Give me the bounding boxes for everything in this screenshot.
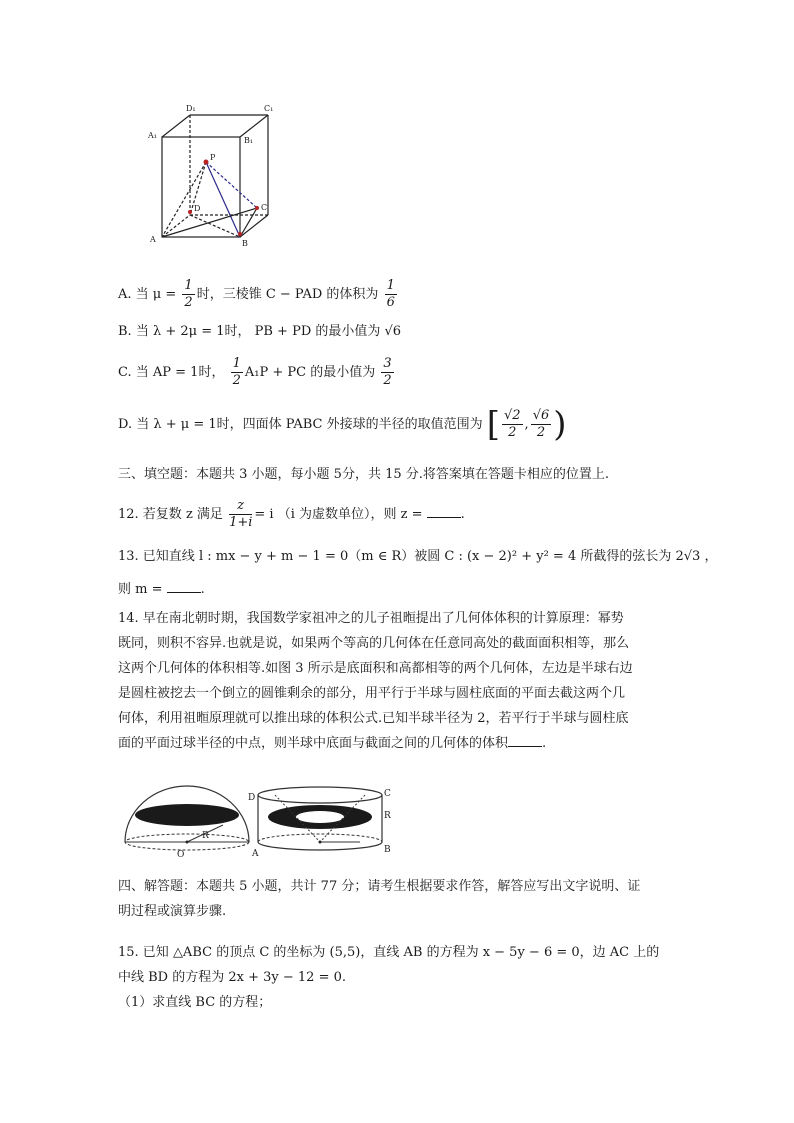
q15-line-1: 15. 已知 △ABC 的顶点 C 的坐标为 (5,5)，直线 AB 的方程为 x − 5y − 6 = 0，边 AC 上的 [118,945,660,960]
label-D: D [248,793,256,803]
fraction: $\frac{1}{2}$ [232,356,241,388]
label-R-right: R [384,811,391,821]
label-B1: B₁ [244,136,254,145]
q15-subquestion-1: （1）求直线 BC 的方程； [118,995,272,1010]
q14-line: 14. 早在南北朝时期，我国数学家祖冲之的儿子祖暅提出了几何体体积的计算原理：幂势 [118,611,624,626]
q14-line: 这两个几何体的体积相等.如图 3 所示是底面积和高都相等的两个几何体，左边是半球右边 [118,661,633,676]
answer-blank [508,734,542,747]
question-13-line-1: 13. 已知直线 l : mx − y + m − 1 = 0（m ∈ R）被圆 C : (x − 2)² + y² = 4 所截得的弦长为 2√3 ， [118,549,718,564]
answer-blank [167,580,201,593]
fraction: $\frac{1}{2}$ [184,278,193,310]
option-c: C. 当 AP = 1时， $\frac{1}{2}$ A₁P + PC 的最小值为 $\frac{3}{2}$ [118,356,392,388]
q15-line-2: 中线 BD 的方程为 2x + 3y − 12 = 0. [118,970,347,985]
label-A: A [252,849,259,859]
label-C1: C₁ [264,104,274,113]
label-C: C [384,789,391,799]
label-D1: D₁ [186,104,196,113]
q14-line: 既同，则积不容异.也就是说，如果两个等高的几何体在任意同高处的截面面积相等，那么 [118,636,630,651]
section-3-heading: 三、填空题：本题共 3 小题，每小题 5分，共 15 分.将答案填在答题卡相应的位置上. [118,467,610,482]
fraction: $\frac{√6}{2}$ [532,408,550,440]
option-b: B. 当 λ + 2μ = 1时， PB + PD 的最小值为 √6 [118,324,402,339]
label-P: P [210,153,216,162]
label-O: O [177,850,185,860]
label-B: B [242,239,248,248]
q14-line: 面的平面过球半径的中点，则半球中底面与截面之间的几何体的体积 . [118,736,547,751]
q14-line: 是圆柱被挖去一个倒立的圆锥剩余的部分，用平行于半球与圆柱底面的平面去截这两个几 [118,686,626,701]
option-d: D. 当 λ + μ = 1时，四面体 PABC 外接球的半径的取值范围为 [ $\frac{√2}{2}$ , $\frac{√6}{2}$ ) [118,404,567,445]
fraction: $\frac{3}{2}$ [383,356,392,388]
solids-figure [120,780,400,862]
label-R-left: R [202,831,209,841]
label-A1: A₁ [148,131,157,140]
option-a: A. 当 μ = $\frac{1}{2}$ 时，三棱锥 C − PAD 的体积为 $\frac{1}{6}$ [118,278,395,310]
label-D: D [194,204,201,213]
q14-line: 何体，利用祖暅原理就可以推出球的体积公式.已知半球半径为 2，若平行于半球与圆柱底 [118,711,629,726]
question-12: 12. 若复数 z 满足 $\frac{z}{1+i}$ = i （i 为虚数单位），则 z = . [118,498,465,530]
cube-figure [140,100,290,250]
label-A: A [150,235,156,244]
question-14 [118,606,678,756]
section-4-heading: 四、解答题：本题共 5 小题，共计 77 分；请考生根据要求作答，解答应写出文字说明、证 明过程或演算步骤. [118,879,641,919]
question-15 [118,940,678,1015]
answer-blank [427,505,461,518]
label-B: B [384,845,391,855]
fraction: $\frac{z}{1+i}$ [229,498,253,530]
label-C: C [261,203,268,212]
fraction: $\frac{1}{6}$ [386,278,395,310]
fraction: $\frac{√2}{2}$ [503,408,521,440]
question-13-line-2: 则 m = . [118,582,205,597]
